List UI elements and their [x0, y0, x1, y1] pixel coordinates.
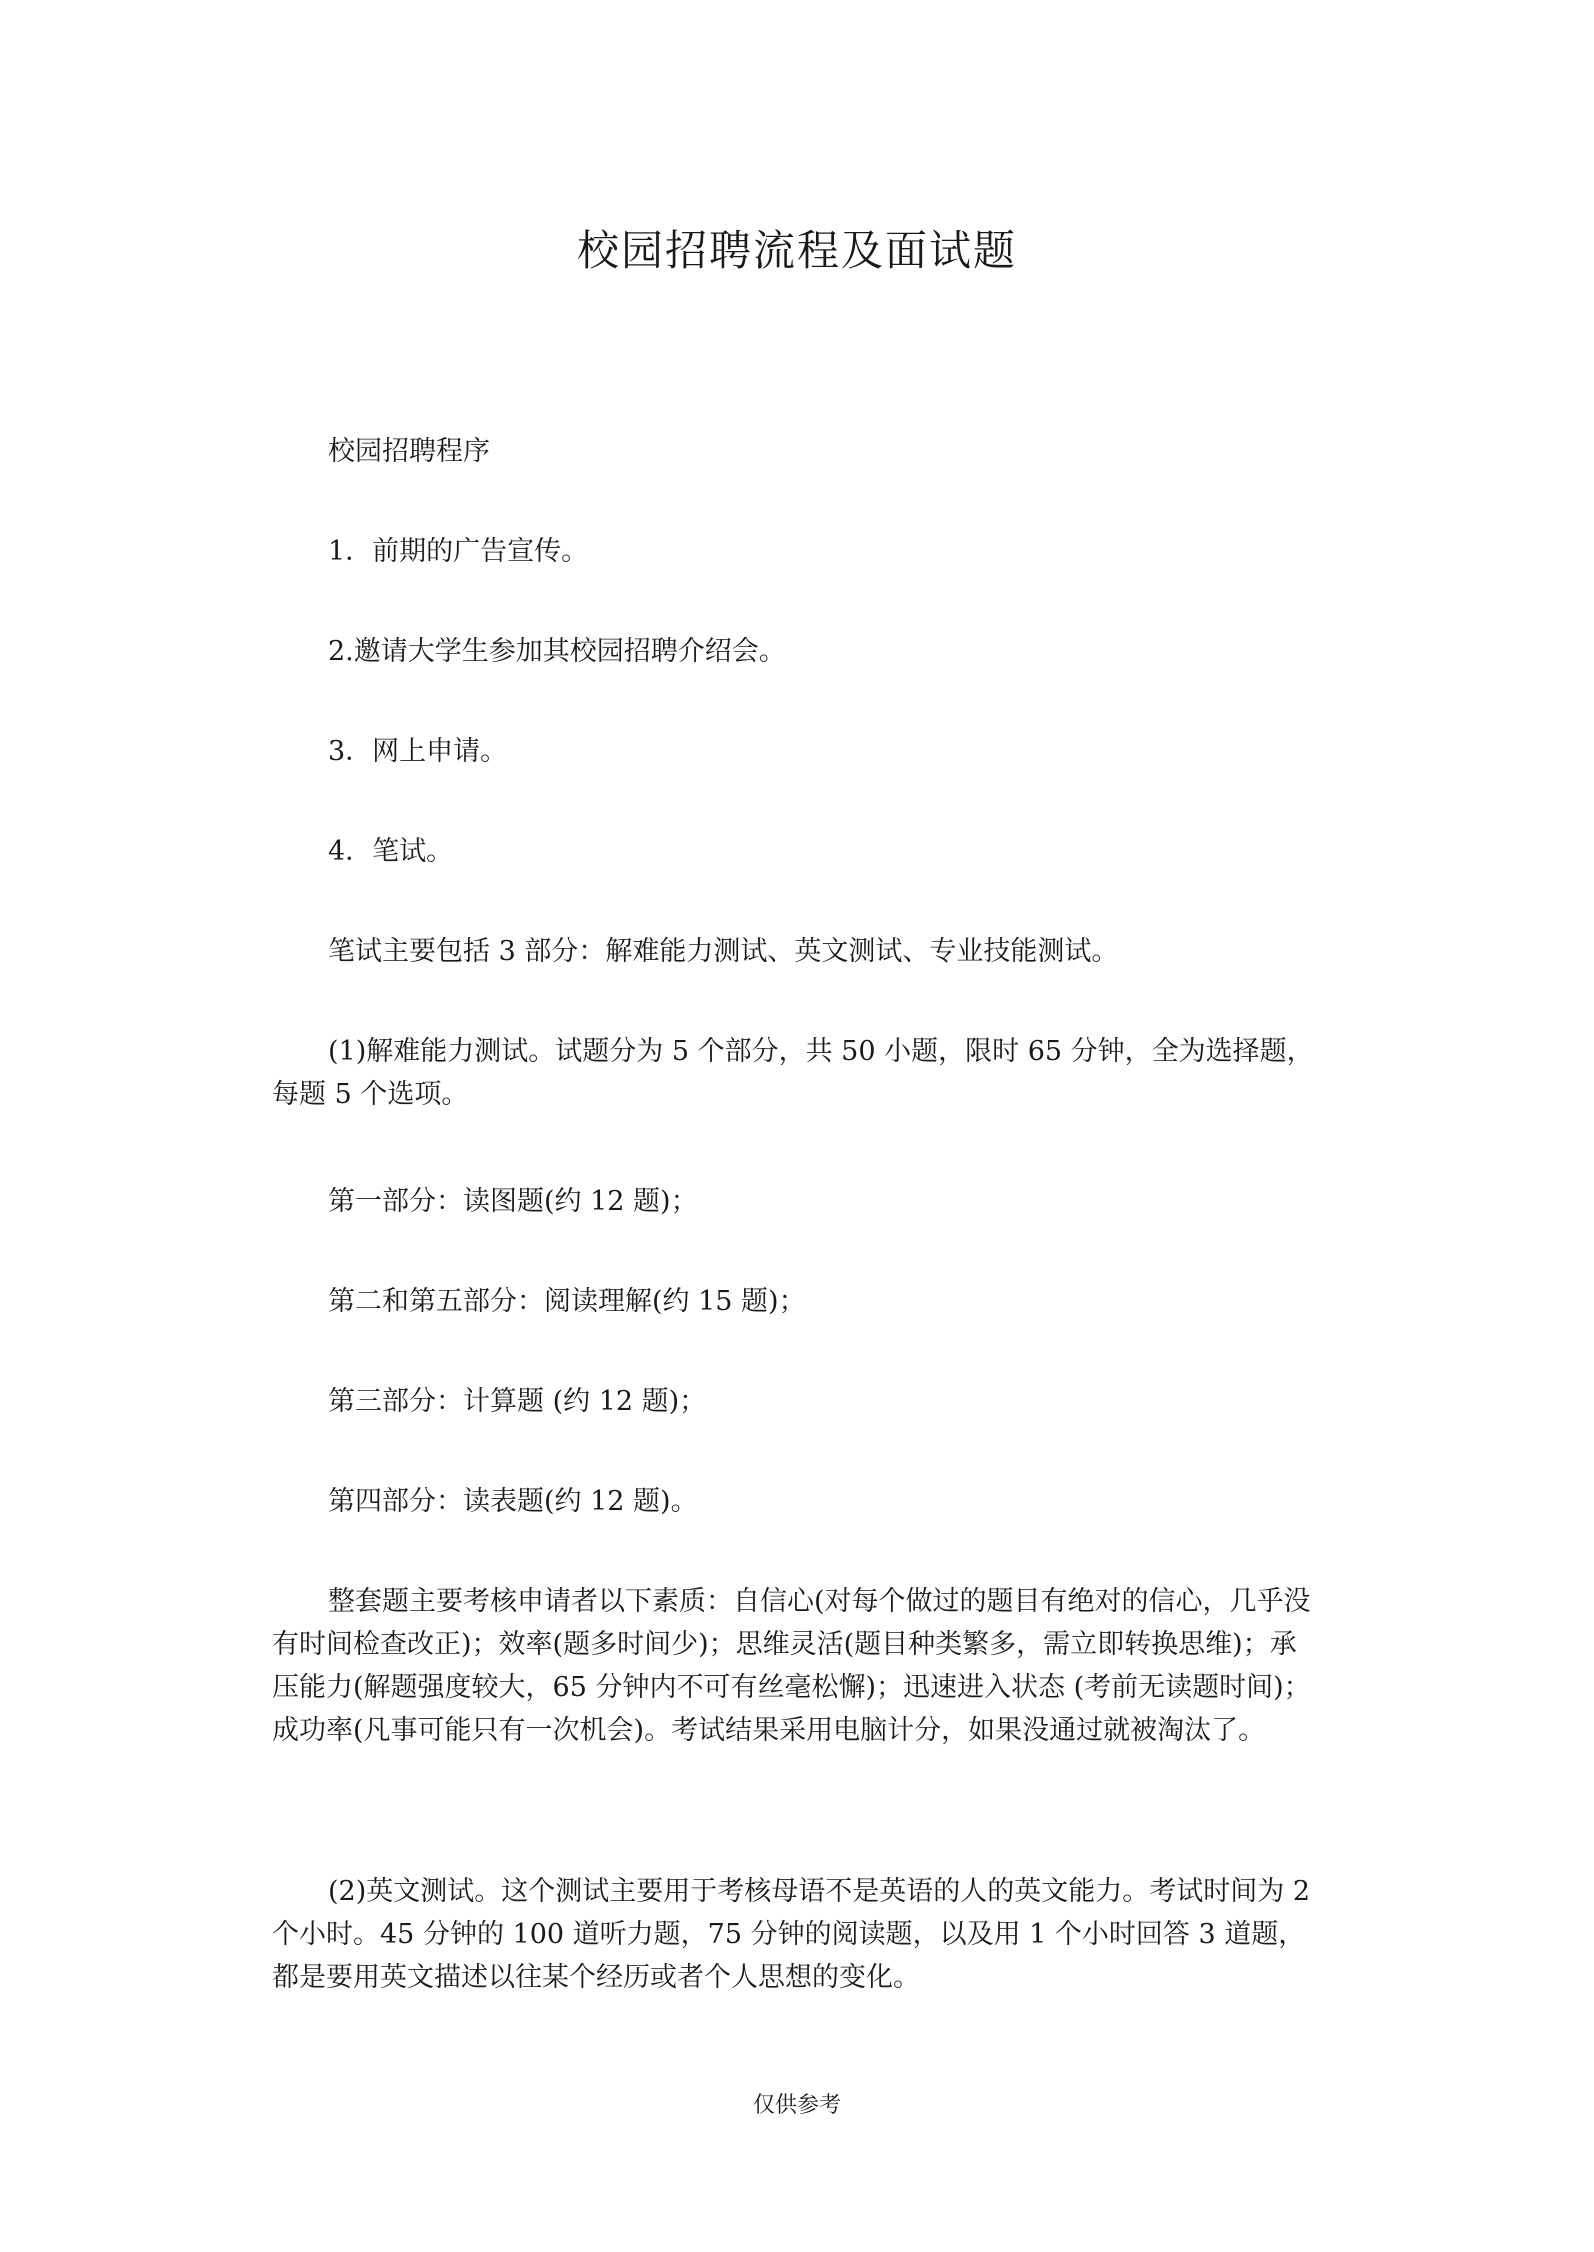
- document-title: 校园招聘流程及面试题: [576, 226, 1017, 275]
- list-item: 4．笔试。: [328, 836, 454, 867]
- list-item: 第二和第五部分：阅读理解(约 15 题)；: [328, 1286, 806, 1317]
- list-item: 2.邀请大学生参加其校园招聘介绍会。: [328, 636, 786, 667]
- paragraph: 笔试主要包括 3 部分：解难能力测试、英文测试、专业技能测试。: [328, 936, 1119, 967]
- paragraph: 整套题主要考核申请者以下素质：自信心(对每个做过的题目有绝对的信心，几乎没有时间检查改正)；效率(题多时间少)；思维灵活(题目种类繁多，需立即转换思维)；承压能力(解题强度较大，65 分钟内不可有丝毫松懈)；迅速进入状态 (考前无读题时间)；成功率(凡事可能只有一次机会)。考试结果采用电脑计分，如果没通过就被淘汰了。: [272, 1586, 1311, 1746]
- paragraph: (2)英文测试。这个测试主要用于考核母语不是英语的人的英文能力。考试时间为 2 个小时。45 分钟的 100 道听力题，75 分钟的阅读题，以及用 1 个小时回答 3 道题，都是要用英文描述以往某个经历或者个人思想的变化。: [272, 1876, 1311, 1993]
- section-heading: 校园招聘程序: [328, 436, 490, 467]
- list-item: 3．网上申请。: [328, 736, 508, 767]
- list-item: 1．前期的广告宣传。: [328, 536, 589, 567]
- paragraph: (1)解难能力测试。试题分为 5 个部分，共 50 小题，限时 65 分钟，全为选择题，每题 5 个选项。: [272, 1036, 1314, 1110]
- page-footer: 仅供参考: [752, 2093, 841, 2118]
- list-item: 第四部分：读表题(约 12 题)。: [328, 1486, 698, 1517]
- list-item: 第一部分：读图题(约 12 题)；: [328, 1186, 698, 1217]
- list-item: 第三部分：计算题 (约 12 题)；: [328, 1386, 707, 1417]
